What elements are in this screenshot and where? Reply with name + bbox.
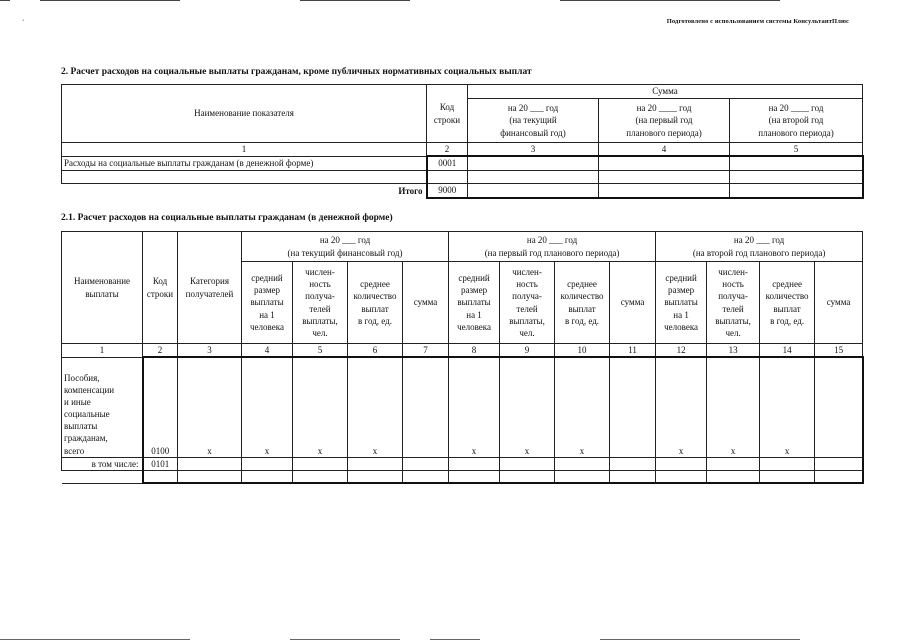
- s2-total-val3[interactable]: [730, 183, 863, 198]
- s2-total-label: Итого: [62, 183, 427, 198]
- s21-row3-cell[interactable]: [242, 470, 293, 483]
- s21-row3-cell[interactable]: [293, 470, 348, 483]
- s21-row1-y3-avg: x: [656, 357, 707, 457]
- s21-y2-avg: средний размер выплаты на 1 человека: [449, 262, 500, 344]
- s2-total-val2[interactable]: [599, 183, 730, 198]
- s21-y1-avg: средний размер выплаты на 1 человека: [242, 262, 293, 344]
- s21-row2-label: в том числе:: [62, 457, 143, 470]
- s2-num-5: 5: [730, 143, 863, 157]
- s21-row1-y1-avg: x: [242, 357, 293, 457]
- s2-col-name: Наименование показателя: [62, 85, 427, 143]
- s21-row2-cell[interactable]: [403, 457, 449, 470]
- s21-row1-y3-count: x: [707, 357, 760, 457]
- s21-y2-mean: среднее количество выплат в год, ед.: [555, 262, 610, 344]
- s21-num: 12: [656, 344, 707, 358]
- s2-row1-val3[interactable]: [730, 156, 863, 170]
- s21-num: 5: [293, 344, 348, 358]
- s2-col-year1: на 20 ___ год (на текущий финансовый год): [468, 99, 599, 143]
- s21-row1-y3-mean: x: [760, 357, 815, 457]
- s21-row3-code: [143, 470, 178, 483]
- s21-num: 3: [178, 344, 242, 358]
- section2-table: [61, 84, 864, 199]
- s21-y3-count: числен- ность получа- телей выплаты, чел.: [707, 262, 760, 344]
- s21-row3-cell[interactable]: [348, 470, 403, 483]
- s2-row-blank-val1[interactable]: [468, 170, 599, 183]
- s21-row3-cell[interactable]: [707, 470, 760, 483]
- s21-row2-cell[interactable]: [449, 457, 500, 470]
- s21-num: 1: [62, 344, 143, 358]
- s21-row3-cell[interactable]: [656, 470, 707, 483]
- s21-row1-y1-count: x: [293, 357, 348, 457]
- scan-mark: ‘: [22, 18, 25, 26]
- consultant-note: Подготовлено с использованием системы КонсультантПлюс: [666, 18, 849, 25]
- s21-row1-y1-mean: x: [348, 357, 403, 457]
- s21-row3-cell[interactable]: [178, 470, 242, 483]
- s2-row1-val2[interactable]: [599, 156, 730, 170]
- s21-y1-sum: сумма: [403, 262, 449, 344]
- s21-row2-cell[interactable]: [610, 457, 656, 470]
- s21-y2-sum: сумма: [610, 262, 656, 344]
- s21-num: 7: [403, 344, 449, 358]
- s21-row1-label: Пособия, компенсации и иные социальные выплаты гражданам, всего: [62, 357, 143, 457]
- s21-num: 14: [760, 344, 815, 358]
- s21-row3-cell[interactable]: [760, 470, 815, 483]
- s21-row1-code: 0100: [143, 357, 178, 457]
- s21-num: 9: [500, 344, 555, 358]
- s21-row1-y2-count: x: [500, 357, 555, 457]
- s21-row1-y2-mean: x: [555, 357, 610, 457]
- s21-row3-cell[interactable]: [610, 470, 656, 483]
- s2-col-year3: на 20 ____ год (на второй год планового периода): [730, 99, 863, 143]
- s21-row3-label: [62, 470, 143, 483]
- s21-col-category: Категория получателей: [178, 232, 242, 344]
- s21-y3-mean: среднее количество выплат в год, ед.: [760, 262, 815, 344]
- section2-title: 2. Расчет расходов на социальные выплаты гражданам, кроме публичных нормативных социальных выплат: [61, 67, 532, 77]
- s2-row1-code: 0001: [427, 156, 468, 170]
- s2-total-val1[interactable]: [468, 183, 599, 198]
- s2-col-code: Код строки: [427, 85, 468, 143]
- s21-num: 11: [610, 344, 656, 358]
- s21-num: 4: [242, 344, 293, 358]
- s21-row1-y2-avg: x: [449, 357, 500, 457]
- s2-row-blank-code: [427, 170, 468, 183]
- section21-table: [61, 231, 864, 484]
- s21-num: 8: [449, 344, 500, 358]
- s2-col-year2: на 20 ____ год (на первый год планового периода): [599, 99, 730, 143]
- s21-y3-avg: средний размер выплаты на 1 человека: [656, 262, 707, 344]
- s21-row2-cell[interactable]: [348, 457, 403, 470]
- s21-row1-cat: x: [178, 357, 242, 457]
- s21-col-name: Наименование выплаты: [62, 232, 143, 344]
- s21-row1-y3-sum[interactable]: [815, 357, 863, 457]
- s21-year3-header: на 20 ___ год (на второй год планового периода): [656, 232, 863, 262]
- s21-row3-cell[interactable]: [500, 470, 555, 483]
- s2-num-2: 2: [427, 143, 468, 157]
- s21-row3-cell[interactable]: [403, 470, 449, 483]
- s21-year2-header: на 20 ___ год (на первый год планового периода): [449, 232, 656, 262]
- s2-row1-val1[interactable]: [468, 156, 599, 170]
- s21-num: 13: [707, 344, 760, 358]
- s2-row-blank-val2[interactable]: [599, 170, 730, 183]
- s21-num: 15: [815, 344, 863, 358]
- s21-row3-cell[interactable]: [815, 470, 863, 483]
- s21-y3-sum: сумма: [815, 262, 863, 344]
- s21-year1-header: на 20 ___ год (на текущий финансовый год): [242, 232, 449, 262]
- top-border-line: [0, 0, 905, 2]
- s21-row2-cell[interactable]: [293, 457, 348, 470]
- s2-num-1: 1: [62, 143, 427, 157]
- s2-num-4: 4: [599, 143, 730, 157]
- s21-num: 2: [143, 344, 178, 358]
- s21-row3-cell[interactable]: [449, 470, 500, 483]
- s2-row1-label: Расходы на социальные выплаты гражданам (в денежной форме): [62, 156, 427, 170]
- s21-row2-cell[interactable]: [760, 457, 815, 470]
- s2-total-code: 9000: [427, 183, 468, 198]
- s21-row1-y1-sum[interactable]: [403, 357, 449, 457]
- s21-row1-y2-sum[interactable]: [610, 357, 656, 457]
- s21-row2-cell[interactable]: [555, 457, 610, 470]
- s21-row3-cell[interactable]: [555, 470, 610, 483]
- s21-num: 6: [348, 344, 403, 358]
- s21-row2-code: 0101: [143, 457, 178, 470]
- s21-row2-cell[interactable]: [500, 457, 555, 470]
- s21-row2-cell[interactable]: [242, 457, 293, 470]
- s21-y1-count: числен- ность получа- телей выплаты, чел.: [293, 262, 348, 344]
- s2-num-3: 3: [468, 143, 599, 157]
- s21-row2-cell[interactable]: [707, 457, 760, 470]
- s21-row2-cell[interactable]: [815, 457, 863, 470]
- section21-title: 2.1. Расчет расходов на социальные выплаты гражданам (в денежной форме): [61, 213, 393, 223]
- s2-col-sum: Сумма: [468, 85, 863, 99]
- s21-row2-cat[interactable]: [178, 457, 242, 470]
- s21-row2-cell[interactable]: [656, 457, 707, 470]
- s21-y2-count: числен- ность получа- телей выплаты, чел.: [500, 262, 555, 344]
- s21-col-code: Код строки: [143, 232, 178, 344]
- s21-y1-mean: среднее количество выплат в год, ед.: [348, 262, 403, 344]
- s21-num: 10: [555, 344, 610, 358]
- s2-row-blank-val3[interactable]: [730, 170, 863, 183]
- s2-row-blank-label: [62, 170, 427, 183]
